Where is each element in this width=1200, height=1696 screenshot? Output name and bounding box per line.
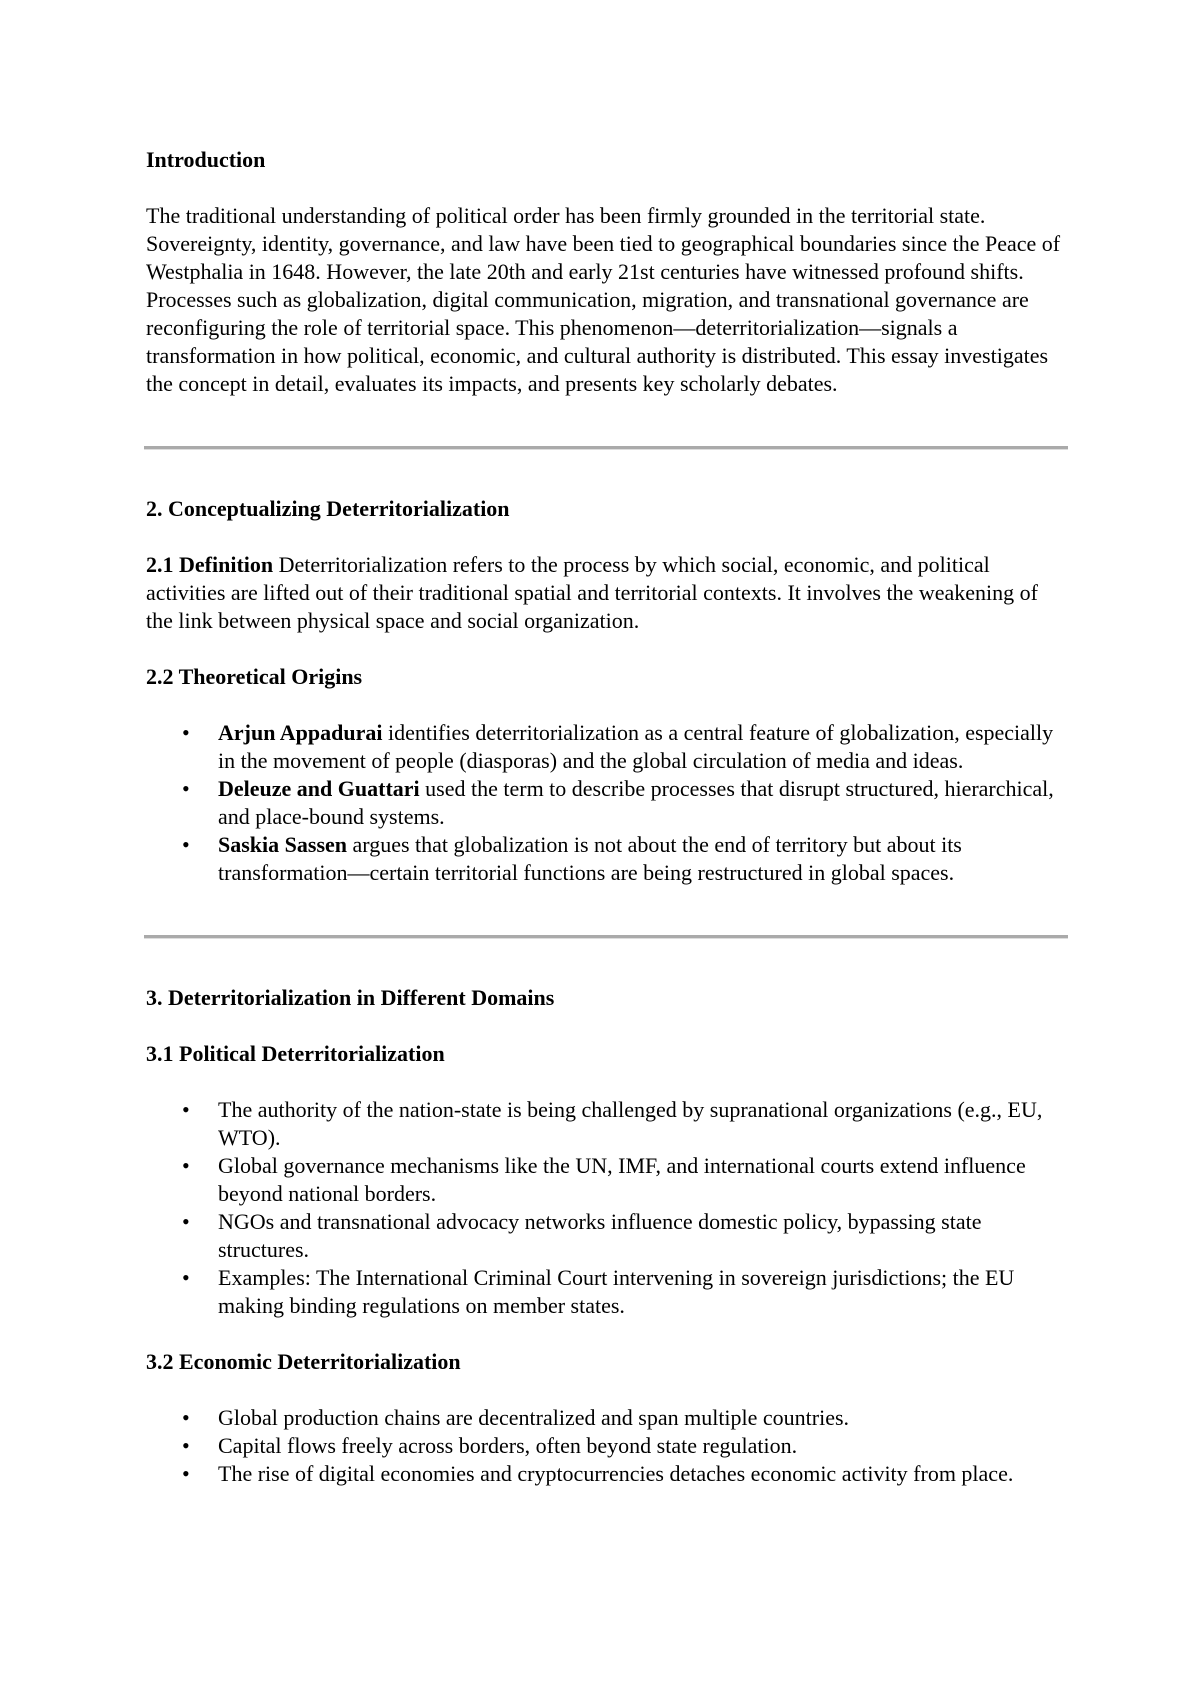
scholar-text: used the term to describe processes that disrupt structured, hierarchical, and place-bound systems. xyxy=(218,776,1054,829)
scholar-text: identifies deterritorialization as a central feature of globalization, especially in the movement of people (diasporas) and the global circulation of media and ideas. xyxy=(218,720,1054,773)
definition-paragraph xyxy=(146,551,1066,635)
list-item: • Examples: The International Criminal Court intervening in sovereign jurisdictions; the EU making binding regulations on member states. xyxy=(218,1264,1066,1320)
list-item: • NGOs and transnational advocacy networks influence domestic policy, bypassing state structures. xyxy=(218,1208,1066,1264)
list-item: • Global governance mechanisms like the UN, IMF, and international courts extend influence beyond national borders. xyxy=(218,1152,1066,1208)
intro-heading: Introduction xyxy=(146,147,266,172)
list-item: • Global production chains are decentralized and span multiple countries. xyxy=(218,1404,1066,1432)
scholar-text: argues that globalization is not about the end of territory but about its transformation—certain territorial functions are being restructured in global spaces. xyxy=(218,832,962,885)
list-item: • The authority of the nation-state is being challenged by supranational organizations (e.g., EU, WTO). xyxy=(218,1096,1066,1152)
list-item: • Capital flows freely across borders, often beyond state regulation. xyxy=(218,1432,1066,1460)
list-item xyxy=(218,831,1066,887)
economic-list xyxy=(146,1404,1066,1488)
section3-heading: 3. Deterritorialization in Different Domains xyxy=(146,985,555,1010)
list-item: • The rise of digital economies and cryptocurrencies detaches economic activity from place. xyxy=(218,1460,1066,1488)
section-divider xyxy=(144,935,1068,939)
scholar-name: Saskia Sassen xyxy=(218,832,348,857)
definition-text: Deterritorialization refers to the process by which social, economic, and political activities are lifted out of their traditional spatial and territorial contexts. It involves the weakening of the link between physical space and social organization. xyxy=(146,552,1038,633)
document-page xyxy=(146,146,1066,1488)
definition-label: 2.1 Definition xyxy=(146,552,274,577)
intro-paragraph: The traditional understanding of political order has been firmly grounded in the territorial state. Sovereignty, identity, governance, and law have been tied to geographical boundaries since the Peace of Westphalia in 1648. However, the late 20th and early 21st centuries have witnessed profound shifts. Processes such as globalization, digital communication, migration, and transnational governance are reconfiguring the role of territorial space. This phenomenon—deterritorialization—signals a transformation in how political, economic, and cultural authority is distributed. This essay investigates the concept in detail, evaluates its impacts, and presents key scholarly debates. xyxy=(146,203,1061,396)
scholar-name: Arjun Appadurai xyxy=(218,720,383,745)
section2-heading: 2. Conceptualizing Deterritorialization xyxy=(146,496,510,521)
list-item xyxy=(218,719,1066,775)
economic-heading: 3.2 Economic Deterritorialization xyxy=(146,1349,461,1374)
scholar-name: Deleuze and Guattari xyxy=(218,776,420,801)
political-list xyxy=(146,1096,1066,1320)
origins-heading: 2.2 Theoretical Origins xyxy=(146,664,363,689)
origins-list xyxy=(146,719,1066,887)
section-divider xyxy=(144,446,1068,450)
list-item xyxy=(218,775,1066,831)
political-heading: 3.1 Political Deterritorialization xyxy=(146,1041,445,1066)
